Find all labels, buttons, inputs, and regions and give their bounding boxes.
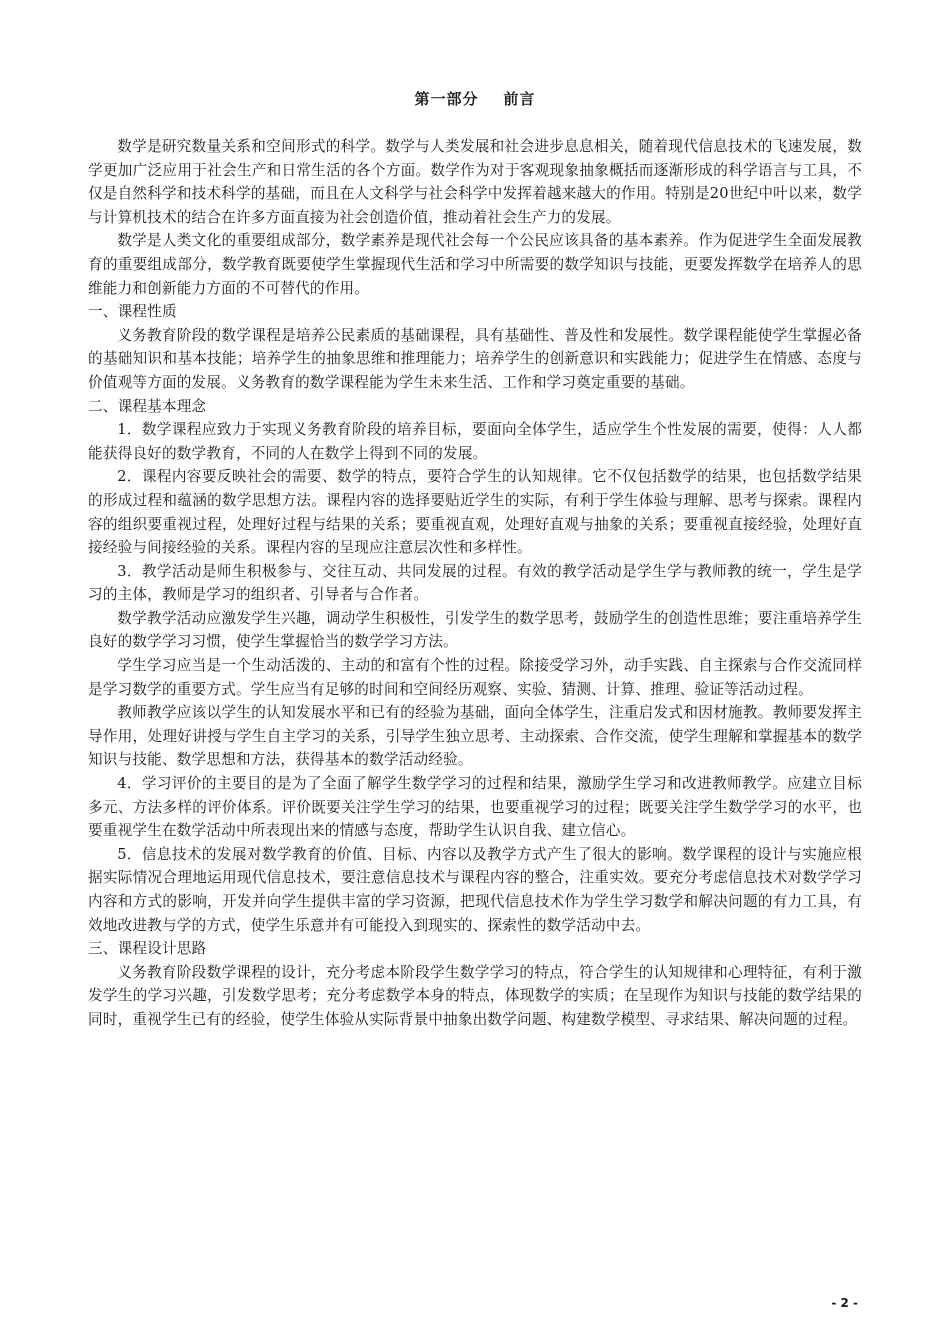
section-heading: 二、课程基本理念 xyxy=(88,397,207,415)
body-paragraph: 教师教学应该以学生的认知发展水平和已有的经验为基础，面向全体学生，注重启发式和因材施教。教师要发挥主导作用，处理好讲授与学生自主学习的关系，引导学生独立思考、主动探索、合作交流，使学生理解和掌握基本的数学知识与技能、数学思想和方法，获得基本的数学活动经验。 xyxy=(88,704,862,769)
body-paragraph: 1．数学课程应致力于实现义务教育阶段的培养目标，要面向全体学生，适应学生个性发展的需要，使得：人人都能获得良好的数学教育，不同的人在数学上得到不同的发展。 xyxy=(88,421,862,462)
page-title: 第一部分 前言 xyxy=(414,90,536,108)
section-heading: 一、课程性质 xyxy=(88,303,177,321)
page-number: - 2 - xyxy=(831,1296,858,1310)
body-paragraph: 5．信息技术的发展对数学教育的价值、目标、内容以及教学方式产生了很大的影响。数学课程的设计与实施应根据实际情况合理地运用现代信息技术，要注意信息技术与课程内容的整合，注重实效。要充分考虑信息技术对数学学习内容和方式的影响，开发并向学生提供丰富的学习资源，把现代信息技术作为学生学习数学和解决问题的有力工具，有效地改进教与学的方式，使学生乐意并有可能投入到现实的、探索性的数学活动中去。 xyxy=(88,845,862,934)
section-heading: 三、课程设计思路 xyxy=(88,940,207,958)
document-page xyxy=(88,88,862,1032)
document-body xyxy=(88,135,862,1032)
body-paragraph: 4．学习评价的主要目的是为了全面了解学生数学学习的过程和结果，激励学生学习和改进教师教学。应建立目标多元、方法多样的评价体系。评价既要关注学生学习的结果，也要重视学习的过程；既要关注学生数学学习的水平，也要重视学生在数学活动中所表现出来的情感与态度，帮助学生认识自我、建立信心。 xyxy=(88,775,862,840)
body-paragraph: 3．教学活动是师生积极参与、交往互动、共同发展的过程。有效的教学活动是学生学与教师教的统一，学生是学习的主体，教师是学习的组织者、引导者与合作者。 xyxy=(88,562,862,604)
body-paragraph: 学生学习应当是一个生动活泼的、主动的和富有个性的过程。除接受学习外，动手实践、自主探索与合作交流同样是学习数学的重要方式。学生应当有足够的时间和空间经历观察、实验、猜测、计算、推理、验证等活动过程。 xyxy=(88,657,862,698)
body-paragraph: 数学是人类文化的重要组成部分，数学素养是现代社会每一个公民应该具备的基本素养。作为促进学生全面发展教育的重要组成部分，数学教育既要使学生掌握现代生活和学习中所需要的数学知识与技能，更要发挥数学在培养人的思维能力和创新能力方面的不可替代的作用。 xyxy=(88,232,862,297)
body-paragraph: 义务教育阶段的数学课程是培养公民素质的基础课程，具有基础性、普及性和发展性。数学课程能使学生掌握必备的基础知识和基本技能；培养学生的抽象思维和推理能力；培养学生的创新意识和实践能力；促进学生在情感、态度与价值观等方面的发展。义务教育的数学课程能为学生未来生活、工作和学习奠定重要的基础。 xyxy=(88,326,862,391)
body-paragraph: 义务教育阶段数学课程的设计，充分考虑本阶段学生数学学习的特点，符合学生的认知规律和心理特征，有利于激发学生的学习兴趣，引发数学思考；充分考虑数学本身的特点，体现数学的实质；在呈现作为知识与技能的数学结果的同时，重视学生已有的经验，使学生体验从实际背景中抽象出数学问题、构建数学模型、寻求结果、解决问题的过程。 xyxy=(88,963,862,1028)
body-paragraph: 2．课程内容要反映社会的需要、数学的特点，要符合学生的认知规律。它不仅包括数学的结果，也包括数学结果的形成过程和蕴涵的数学思想方法。课程内容的选择要贴近学生的实际，有利于学生体验与理解、思考与探索。课程内容的组织要重视过程，处理好过程与结果的关系；要重视直观，处理好直观与抽象的关系；要重视直接经验，处理好直接经验与间接经验的关系。课程内容的呈现应注意层次性和多样性。 xyxy=(88,468,862,557)
body-paragraph: 数学教学活动应激发学生兴趣，调动学生积极性，引发学生的数学思考，鼓励学生的创造性思维；要注重培养学生良好的数学学习习惯，使学生掌握恰当的数学学习方法。 xyxy=(88,609,862,651)
body-paragraph: 数学是研究数量关系和空间形式的科学。数学与人类发展和社会进步息息相关，随着现代信息技术的飞速发展，数学更加广泛应用于社会生产和日常生活的各个方面。数学作为对于客观现象抽象概括而逐渐形成的科学语言与工具，不仅是自然科学和技术科学的基础，而且在人文科学与社会科学中发挥着越来越大的作用。特别是20世纪中叶以来，数学与计算机技术的结合在许多方面直接为社会创造价值，推动着社会生产力的发展。 xyxy=(88,138,862,226)
